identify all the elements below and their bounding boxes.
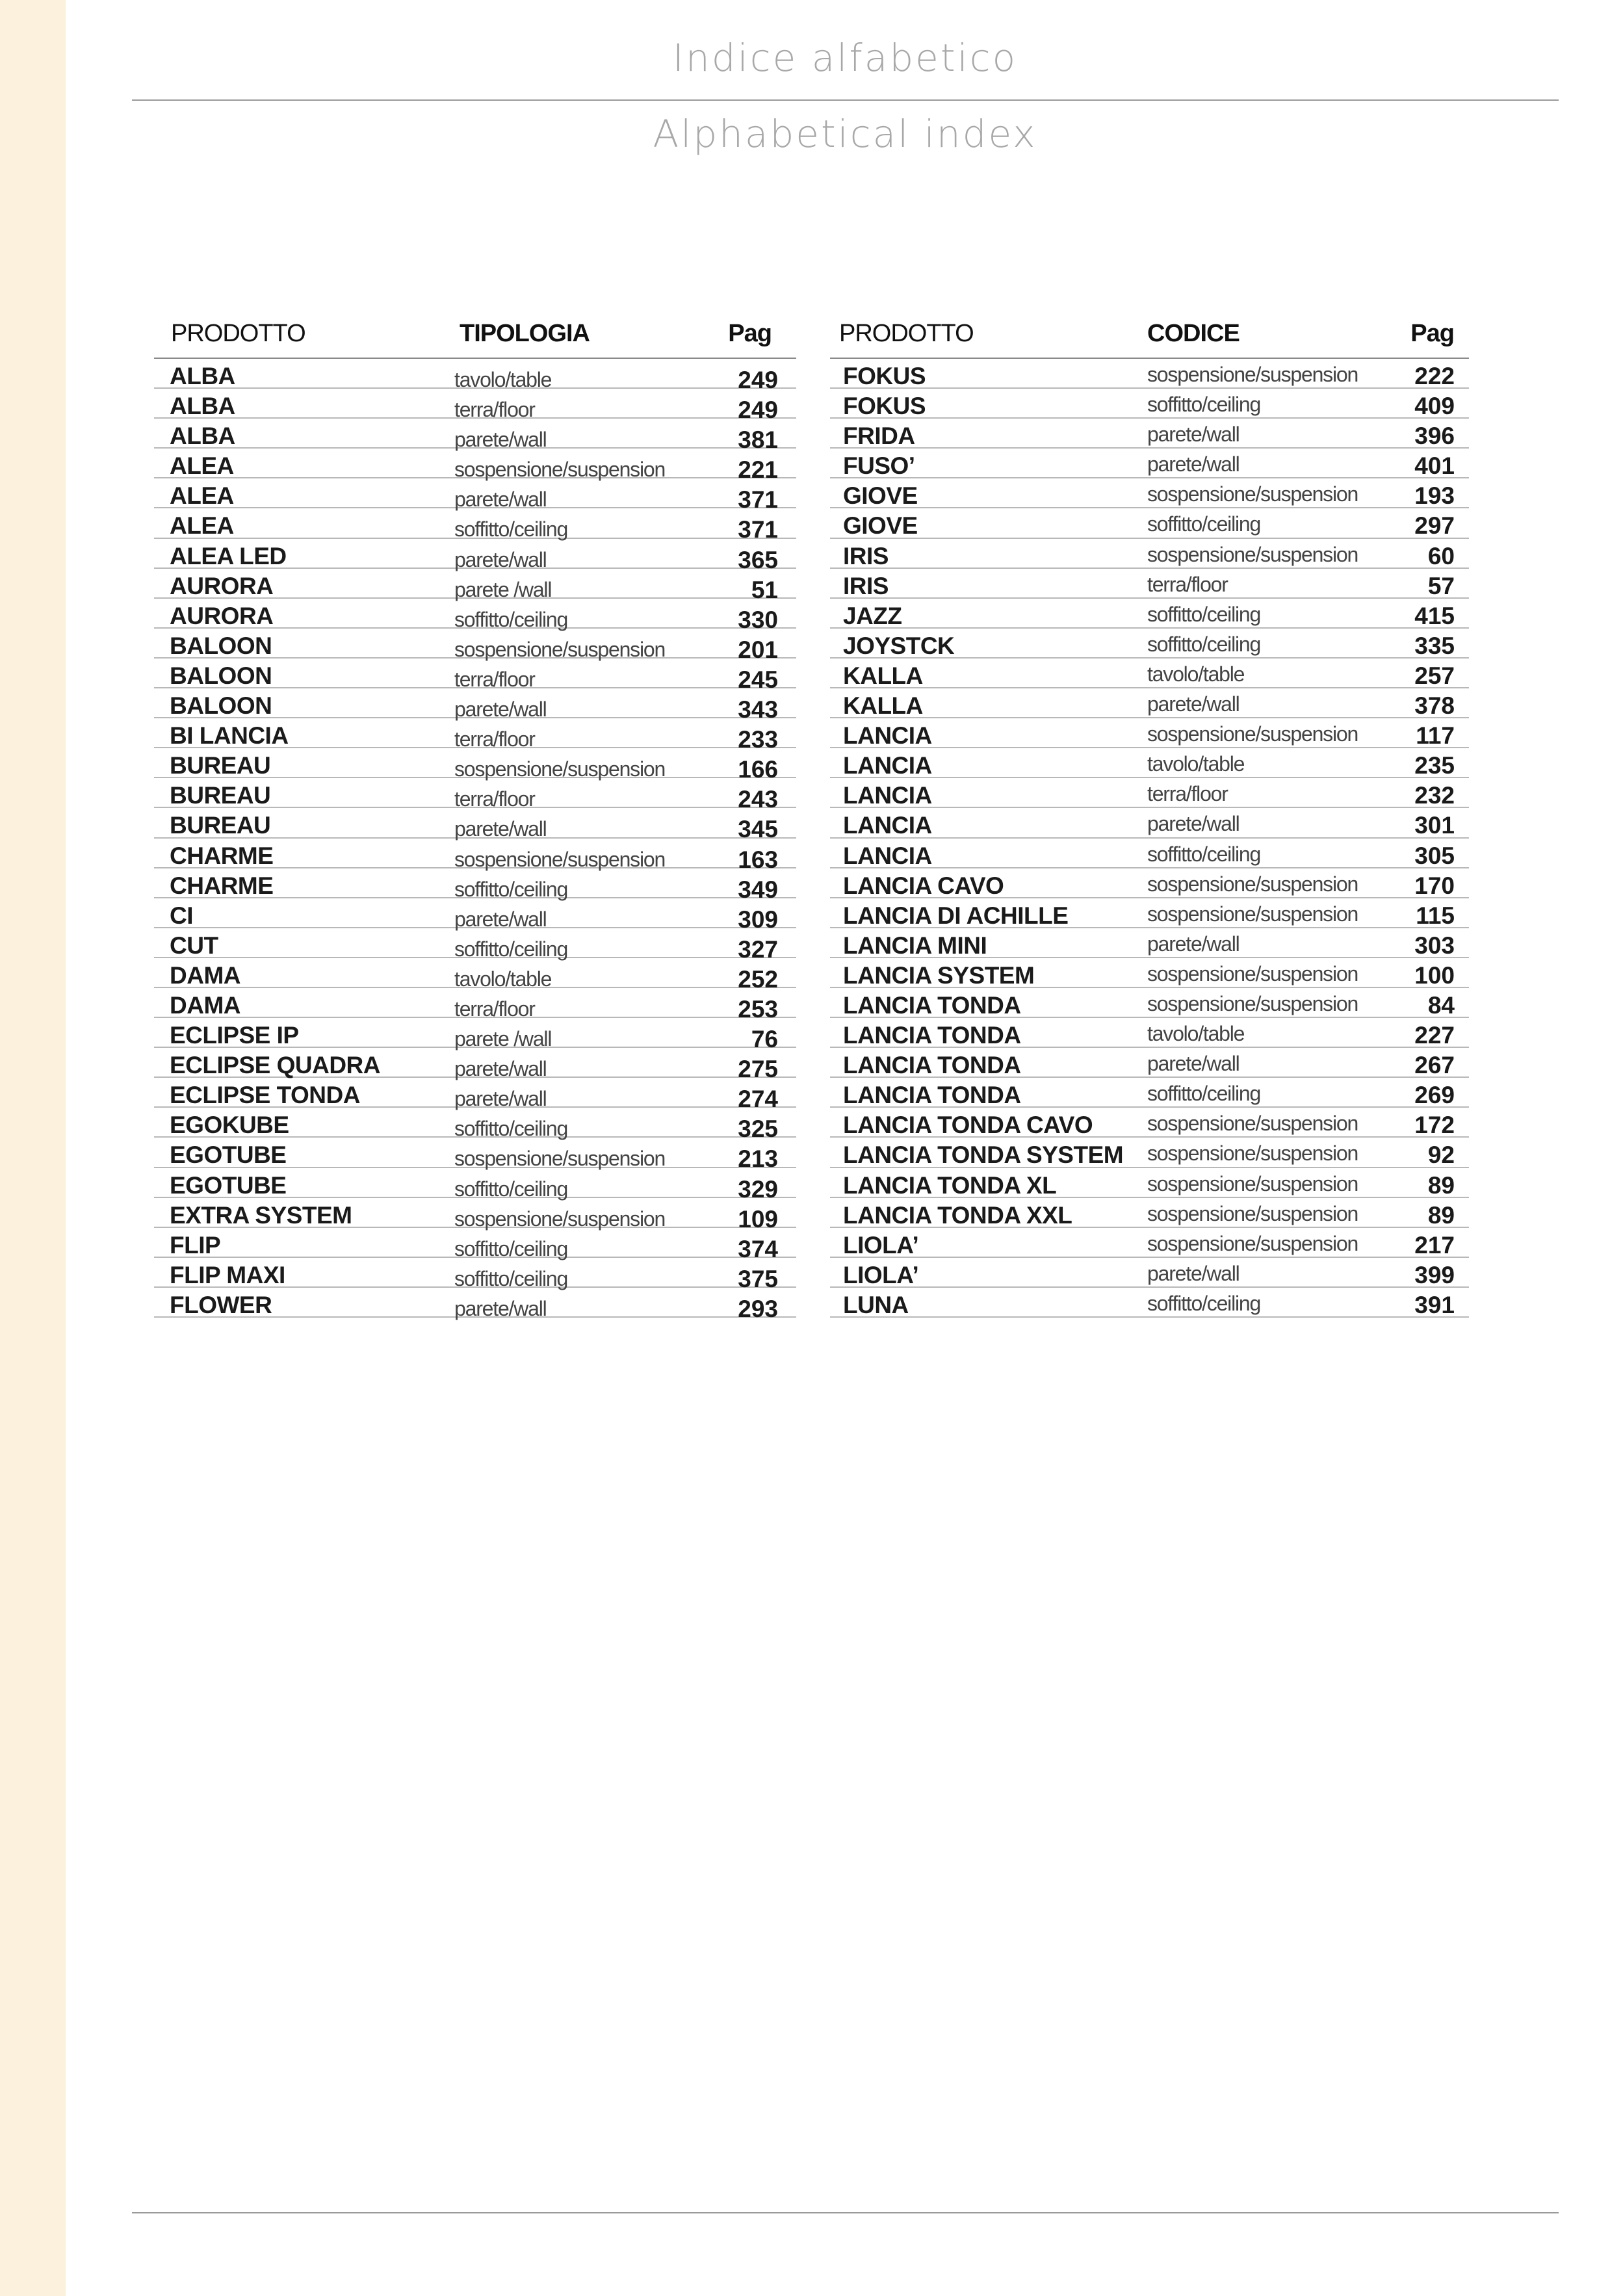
table-row (154, 629, 796, 663)
product-type: soffitto/ceiling (454, 607, 568, 631)
product-type: parete/wall (454, 1087, 547, 1111)
table-row (830, 958, 1469, 988)
product-type: parete/wall (1147, 692, 1240, 716)
product-name: LANCIA TONDA (843, 991, 1021, 1019)
table-row (830, 508, 1469, 538)
product-type: sospensione/suspension (454, 637, 666, 661)
table-row (154, 808, 796, 843)
product-name: CI (170, 902, 193, 929)
product-name: ECLIPSE TONDA (170, 1082, 360, 1109)
page-number: 235 (1414, 752, 1455, 779)
product-name: BUREAU (170, 752, 271, 779)
product-type: sospensione/suspension (454, 757, 666, 781)
table-row (830, 599, 1469, 629)
page-number: 415 (1414, 602, 1455, 629)
product-type: parete/wall (454, 1057, 547, 1081)
product-name: GIOVE (843, 512, 918, 540)
page-number: 100 (1414, 961, 1455, 989)
table-row (154, 688, 796, 724)
product-name: LANCIA TONDA CAVO (843, 1112, 1093, 1139)
page-number: 60 (1427, 542, 1455, 569)
product-name: FRIDA (843, 423, 915, 450)
table-row (830, 688, 1469, 718)
table-row (830, 1288, 1469, 1318)
product-type: terra/floor (454, 787, 535, 811)
product-type: soffitto/ceiling (454, 1266, 568, 1290)
product-type: sospensione/suspension (1147, 872, 1358, 896)
product-type: terra/floor (454, 997, 535, 1021)
table-row (154, 419, 796, 454)
page-number: 371 (738, 486, 778, 514)
index-table-left (154, 312, 796, 1322)
page-number: 399 (1414, 1261, 1455, 1288)
page-number: 201 (738, 636, 778, 663)
product-name: ALEA (170, 452, 234, 480)
product-name: BUREAU (170, 782, 271, 809)
header-code: CODICE (1147, 320, 1240, 347)
product-name: JOYSTCK (843, 632, 955, 659)
product-name: BUREAU (170, 812, 271, 839)
product-name: FLIP (170, 1231, 221, 1259)
table-row (830, 1048, 1469, 1078)
table-row (154, 539, 796, 573)
product-name: BALOON (170, 632, 272, 659)
page-number: 375 (738, 1265, 778, 1292)
table-row (830, 449, 1469, 478)
table-row (830, 569, 1469, 599)
product-type: sospensione/suspension (454, 847, 666, 871)
table-header (154, 312, 796, 359)
product-name: EGOTUBE (170, 1141, 287, 1169)
product-type: sospensione/suspension (1147, 902, 1358, 926)
product-name: ALEA (170, 512, 234, 540)
product-type: soffitto/ceiling (1147, 393, 1261, 417)
table-row (830, 1018, 1469, 1048)
product-type: parete/wall (454, 907, 547, 931)
table-row (154, 988, 796, 1023)
table-row (154, 718, 796, 753)
product-type: sospensione/suspension (454, 1147, 666, 1171)
product-name: LANCIA SYSTEM (843, 961, 1035, 989)
table-row (154, 1288, 796, 1322)
product-type: sospensione/suspension (1147, 542, 1358, 566)
table-row (830, 359, 1469, 389)
page-number: 325 (738, 1115, 778, 1143)
product-type: parete/wall (454, 698, 547, 722)
page-number: 245 (738, 666, 778, 693)
page-number: 227 (1414, 1022, 1455, 1049)
product-name: LIOLA’ (843, 1261, 919, 1288)
page-number: 217 (1414, 1231, 1455, 1259)
table-row (154, 569, 796, 603)
product-name: EGOKUBE (170, 1112, 289, 1139)
page-number: 76 (751, 1026, 778, 1053)
product-name: CUT (170, 932, 218, 959)
product-name: LANCIA (843, 752, 932, 779)
product-name: DAMA (170, 991, 240, 1019)
product-name: CHARME (170, 872, 274, 899)
product-type: parete/wall (1147, 932, 1240, 956)
page-number: 193 (1414, 482, 1455, 510)
page-number: 343 (738, 696, 778, 724)
page-number: 381 (738, 426, 778, 454)
page-number: 233 (738, 726, 778, 753)
page-number: 57 (1427, 572, 1455, 599)
product-type: sospensione/suspension (1147, 1112, 1358, 1136)
page-number: 253 (738, 995, 778, 1023)
product-type: sospensione/suspension (454, 458, 666, 482)
product-type: terra/floor (454, 667, 535, 691)
product-name: IRIS (843, 572, 889, 599)
product-name: AURORA (170, 602, 274, 629)
page-number: 371 (738, 516, 778, 543)
product-type: terra/floor (454, 398, 535, 422)
product-type: sospensione/suspension (1147, 482, 1358, 506)
product-type: soffitto/ceiling (1147, 512, 1261, 536)
page-number: 166 (738, 756, 778, 783)
page-number: 92 (1427, 1141, 1455, 1169)
header-page: Pag (1410, 320, 1454, 347)
header-type: TIPOLOGIA (460, 320, 590, 347)
product-name: LIOLA’ (843, 1231, 919, 1259)
index-table-right (830, 312, 1469, 1318)
product-name: LANCIA TONDA (843, 1052, 1021, 1079)
page-number: 329 (738, 1175, 778, 1203)
page-number: 330 (738, 606, 778, 633)
page-number: 267 (1414, 1052, 1455, 1079)
table-row (830, 1228, 1469, 1258)
product-name: LANCIA (843, 812, 932, 839)
page-number: 89 (1427, 1201, 1455, 1229)
product-name: FLOWER (170, 1291, 272, 1318)
page-number: 213 (738, 1145, 778, 1173)
product-type: parete/wall (454, 817, 547, 841)
table-row (154, 868, 796, 903)
product-type: sospensione/suspension (1147, 1231, 1358, 1255)
table-row (154, 449, 796, 484)
product-name: FLIP MAXI (170, 1261, 285, 1288)
page-number: 269 (1414, 1082, 1455, 1109)
product-name: AURORA (170, 572, 274, 599)
table-row (830, 1258, 1469, 1288)
product-type: soffitto/ceiling (454, 1177, 568, 1201)
product-name: ECLIPSE IP (170, 1022, 299, 1049)
product-type: soffitto/ceiling (1147, 602, 1261, 626)
page-number: 275 (738, 1056, 778, 1083)
product-type: tavolo/table (454, 967, 552, 991)
product-type: parete /wall (454, 577, 552, 601)
page-number: 249 (738, 397, 778, 424)
table-row (830, 659, 1469, 688)
page-number: 172 (1414, 1112, 1455, 1139)
product-type: sospensione/suspension (1147, 722, 1358, 746)
table-row (154, 1048, 796, 1083)
page-number: 293 (738, 1295, 778, 1322)
product-type: soffitto/ceiling (1147, 632, 1261, 656)
product-type: terra/floor (1147, 572, 1228, 596)
product-type: sospensione/suspension (1147, 961, 1358, 985)
page-number: 345 (738, 816, 778, 843)
product-name: LANCIA TONDA XXL (843, 1201, 1072, 1229)
table-row (830, 868, 1469, 898)
table-row (154, 508, 796, 543)
page-number: 401 (1414, 452, 1455, 480)
product-type: sospensione/suspension (454, 1207, 666, 1231)
header-product: PRODOTTO (171, 320, 305, 347)
product-name: LANCIA TONDA (843, 1082, 1021, 1109)
page-number: 309 (738, 906, 778, 933)
product-name: ALEA (170, 482, 234, 510)
page-number: 109 (738, 1205, 778, 1233)
table-row (830, 389, 1469, 419)
product-type: sospensione/suspension (1147, 1201, 1358, 1225)
page-number: 335 (1414, 632, 1455, 659)
product-name: BI LANCIA (170, 722, 289, 750)
table-row (830, 778, 1469, 808)
table-row (830, 478, 1469, 508)
product-name: FUSO’ (843, 452, 915, 480)
table-row (830, 898, 1469, 928)
header-product: PRODOTTO (839, 320, 974, 347)
product-type: parete/wall (1147, 1052, 1240, 1076)
table-row (154, 839, 796, 873)
product-name: ECLIPSE QUADRA (170, 1052, 380, 1079)
page-number: 349 (738, 876, 778, 903)
page-number: 170 (1414, 872, 1455, 899)
table-row (830, 1168, 1469, 1198)
table-row (830, 629, 1469, 659)
product-name: ALBA (170, 393, 235, 420)
product-type: tavolo/table (1147, 752, 1245, 776)
page-number: 274 (738, 1086, 778, 1113)
page-number: 84 (1427, 991, 1455, 1019)
page-number: 115 (1416, 902, 1455, 929)
table-header (830, 312, 1469, 359)
page-number: 409 (1414, 393, 1455, 420)
product-type: soffitto/ceiling (1147, 842, 1261, 866)
page-number: 257 (1414, 662, 1455, 689)
product-type: parete/wall (1147, 812, 1240, 836)
table-row (154, 748, 796, 783)
product-name: LANCIA (843, 842, 932, 869)
page-number: 301 (1414, 812, 1455, 839)
product-type: soffitto/ceiling (454, 1117, 568, 1141)
table-row (154, 1258, 796, 1292)
product-type: parete/wall (1147, 423, 1240, 447)
product-name: EXTRA SYSTEM (170, 1201, 352, 1229)
product-type: sospensione/suspension (1147, 991, 1358, 1015)
product-name: BALOON (170, 692, 272, 720)
table-row (154, 898, 796, 933)
page-number: 374 (738, 1235, 778, 1262)
table-body (154, 359, 796, 1322)
header-divider (132, 99, 1559, 101)
table-row (154, 359, 796, 393)
title-english: Alphabetical index (653, 112, 1037, 156)
product-type: tavolo/table (1147, 662, 1245, 686)
product-type: soffitto/ceiling (1147, 1082, 1261, 1106)
product-type: soffitto/ceiling (1147, 1291, 1261, 1315)
page-number: 396 (1414, 423, 1455, 450)
product-type: sospensione/suspension (1147, 1171, 1358, 1195)
table-row (154, 778, 796, 813)
page-number: 303 (1414, 932, 1455, 959)
table-row (154, 599, 796, 633)
table-row (154, 389, 796, 424)
table-body (830, 359, 1469, 1318)
table-row (830, 718, 1469, 748)
product-type: sospensione/suspension (1147, 1141, 1358, 1166)
table-row (154, 1108, 796, 1143)
page-number: 222 (1414, 363, 1455, 389)
table-row (830, 1138, 1469, 1168)
page-number: 232 (1414, 782, 1455, 809)
product-name: JAZZ (843, 602, 902, 629)
product-type: soffitto/ceiling (454, 937, 568, 961)
table-row (830, 1078, 1469, 1108)
page-number: 89 (1427, 1171, 1455, 1199)
product-name: ALEA LED (170, 542, 287, 569)
table-row (830, 539, 1469, 569)
product-name: KALLA (843, 692, 923, 720)
product-name: LANCIA TONDA XL (843, 1171, 1057, 1199)
product-type: parete/wall (454, 1296, 547, 1320)
page-number: 221 (738, 456, 778, 484)
product-type: parete/wall (454, 488, 547, 512)
page-number: 297 (1414, 512, 1455, 540)
product-name: LANCIA (843, 722, 932, 750)
product-type: parete/wall (1147, 1261, 1240, 1285)
product-name: KALLA (843, 662, 923, 689)
page-number: 391 (1414, 1291, 1455, 1318)
table-row (830, 419, 1469, 449)
product-name: FOKUS (843, 363, 926, 389)
page-number: 365 (738, 546, 778, 573)
page-number: 51 (751, 576, 778, 603)
title-italian: Indice alfabetico (672, 36, 1018, 80)
product-name: LANCIA MINI (843, 932, 987, 959)
product-name: LUNA (843, 1291, 909, 1318)
product-name: LANCIA CAVO (843, 872, 1004, 899)
product-type: terra/floor (1147, 782, 1228, 806)
product-type: parete/wall (454, 547, 547, 571)
table-row (154, 1168, 796, 1203)
product-type: soffitto/ceiling (454, 517, 568, 541)
product-name: GIOVE (843, 482, 918, 510)
product-type: terra/floor (454, 727, 535, 751)
page-number: 163 (738, 846, 778, 873)
product-name: LANCIA DI ACHILLE (843, 902, 1069, 929)
header-page: Pag (728, 320, 772, 347)
page-number: 249 (738, 367, 778, 393)
product-name: BALOON (170, 662, 272, 689)
product-name: ALBA (170, 363, 235, 389)
product-name: CHARME (170, 842, 274, 869)
page-number: 378 (1414, 692, 1455, 720)
product-name: LANCIA (843, 782, 932, 809)
table-row (154, 1078, 796, 1113)
footer-divider (132, 2212, 1559, 2213)
table-row (154, 958, 796, 993)
page-number: 117 (1416, 722, 1455, 750)
product-name: ALBA (170, 423, 235, 450)
product-name: EGOTUBE (170, 1171, 287, 1199)
table-row (830, 748, 1469, 778)
table-row (830, 928, 1469, 958)
table-row (154, 928, 796, 963)
page-number: 243 (738, 786, 778, 813)
table-row (830, 1198, 1469, 1228)
table-row (830, 808, 1469, 838)
table-row (154, 1198, 796, 1233)
page-number: 252 (738, 965, 778, 993)
product-type: parete /wall (454, 1027, 552, 1051)
product-type: soffitto/ceiling (454, 877, 568, 901)
product-type: tavolo/table (1147, 1022, 1245, 1046)
table-row (830, 1108, 1469, 1138)
table-row (830, 988, 1469, 1018)
table-row (154, 659, 796, 693)
product-name: DAMA (170, 961, 240, 989)
table-row (154, 1228, 796, 1262)
product-type: parete/wall (1147, 452, 1240, 476)
table-row (830, 839, 1469, 868)
page-number: 305 (1414, 842, 1455, 869)
table-row (154, 478, 796, 514)
side-color-strip (0, 0, 66, 2296)
product-name: LANCIA TONDA (843, 1022, 1021, 1049)
table-row (154, 1138, 796, 1173)
product-name: IRIS (843, 542, 889, 569)
product-type: sospensione/suspension (1147, 363, 1358, 386)
page-number: 327 (738, 935, 778, 963)
product-type: parete/wall (454, 428, 547, 452)
product-type: soffitto/ceiling (454, 1236, 568, 1260)
table-row (154, 1018, 796, 1053)
product-name: FOKUS (843, 393, 926, 420)
product-type: tavolo/table (454, 368, 552, 391)
product-name: LANCIA TONDA SYSTEM (843, 1141, 1124, 1169)
